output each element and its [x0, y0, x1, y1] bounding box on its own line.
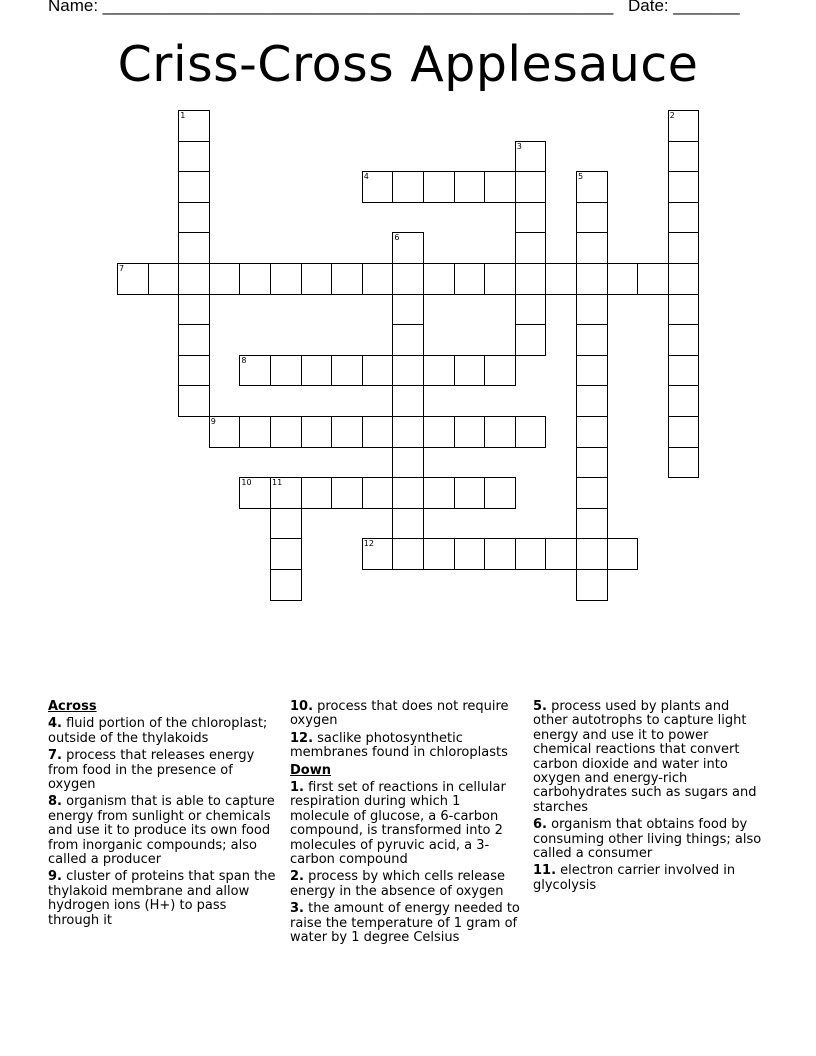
grid-cell[interactable] — [668, 263, 700, 295]
grid-cell[interactable] — [576, 416, 608, 448]
grid-cell[interactable] — [392, 477, 424, 509]
clue-down-2 — [290, 870, 522, 899]
clue-across-12 — [290, 732, 522, 761]
grid-cell[interactable] — [515, 294, 547, 326]
clue-across-8 — [48, 795, 280, 867]
grid-cell[interactable] — [301, 416, 333, 448]
grid-cell[interactable] — [576, 202, 608, 234]
puzzle-title: Criss-Cross Applesauce — [117, 36, 699, 93]
grid-cell[interactable] — [576, 171, 608, 203]
grid-cell[interactable] — [301, 263, 333, 295]
grid-cell[interactable] — [515, 202, 547, 234]
down-heading: Down — [290, 762, 331, 778]
grid-cell[interactable] — [545, 538, 577, 570]
grid-cell[interactable] — [423, 477, 455, 509]
grid-cell[interactable] — [545, 263, 577, 295]
grid-cell[interactable] — [668, 232, 700, 264]
clue-text: process that does not require oxygen — [290, 699, 509, 729]
grid-cell[interactable] — [423, 416, 455, 448]
cell-number: 2 — [669, 111, 675, 120]
grid-cell[interactable] — [484, 263, 516, 295]
grid-cell[interactable] — [423, 355, 455, 387]
grid-cell[interactable] — [362, 263, 394, 295]
cell-number: 5 — [578, 172, 584, 182]
grid-cell[interactable] — [576, 355, 608, 387]
clue-number: 2. — [290, 869, 304, 885]
cell-number: 4 — [363, 172, 369, 182]
grid-cell[interactable] — [576, 538, 608, 570]
across-heading: Across — [48, 699, 97, 714]
grid-cell[interactable] — [209, 416, 241, 448]
cell-number: 1 — [180, 111, 186, 120]
clue-down-3 — [290, 902, 522, 945]
grid-cell[interactable] — [392, 171, 424, 203]
grid-cell[interactable] — [576, 263, 608, 295]
clue-down-6 — [533, 818, 765, 861]
grid-cell[interactable] — [423, 171, 455, 203]
clue-text: first set of reactions in cellular respiration during which 1 molecule of glucose, a 6-carbon compound, is transformed into 2 molecules of pyruvic acid, a 3-carbon compound — [290, 780, 506, 868]
grid-cell[interactable] — [178, 110, 210, 142]
grid-cell[interactable] — [270, 416, 302, 448]
grid-cell[interactable] — [576, 294, 608, 326]
cell-number: 11 — [272, 478, 283, 488]
grid-cell[interactable] — [362, 355, 394, 387]
clues-column-3 — [533, 700, 765, 896]
grid-cell[interactable] — [239, 355, 271, 387]
cell-number: 9 — [210, 417, 216, 426]
grid-cell[interactable] — [454, 171, 486, 203]
grid-cell[interactable] — [178, 385, 210, 417]
clue-text: organism that obtains food by consuming other living things; also called a consumer — [533, 817, 762, 862]
grid-cell[interactable] — [576, 569, 608, 601]
clue-number: 4. — [48, 716, 62, 732]
clue-down-11 — [533, 864, 765, 893]
grid-cell[interactable] — [515, 263, 547, 295]
name-field[interactable]: Name: ______________________________________________________ — [48, 0, 614, 15]
grid-cell[interactable] — [668, 385, 700, 417]
grid-cell[interactable] — [668, 416, 700, 448]
clue-text: saclike photosynthetic membranes found in chloroplasts — [290, 730, 508, 761]
grid-cell[interactable] — [576, 385, 608, 417]
clue-text: electron carrier involved in glycolysis — [533, 863, 736, 893]
clue-across-9 — [48, 870, 280, 928]
grid-cell[interactable] — [576, 477, 608, 509]
clue-across-10 — [290, 700, 522, 729]
grid-cell[interactable] — [331, 355, 363, 387]
clue-number: 10. — [290, 699, 314, 714]
grid-cell[interactable] — [576, 232, 608, 264]
clue-number: 12. — [290, 730, 314, 746]
grid-cell[interactable] — [270, 538, 302, 570]
grid-cell[interactable] — [515, 171, 547, 203]
grid-cell[interactable] — [576, 447, 608, 479]
grid-cell[interactable] — [392, 232, 424, 264]
grid-cell[interactable] — [392, 294, 424, 326]
grid-cell[interactable] — [454, 263, 486, 295]
clue-text: fluid portion of the chloroplast; outside of the thylakoids — [48, 716, 268, 746]
grid-cell[interactable] — [515, 538, 547, 570]
grid-cell[interactable] — [668, 202, 700, 234]
grid-cell[interactable] — [576, 508, 608, 540]
clue-text: process that releases energy from food in the presence of oxygen — [48, 748, 255, 793]
grid-cell[interactable] — [515, 141, 547, 173]
grid-cell[interactable] — [515, 324, 547, 356]
clue-number: 5. — [533, 699, 547, 714]
clue-number: 11. — [533, 863, 557, 879]
cell-number: 8 — [241, 355, 247, 365]
grid-cell[interactable] — [331, 416, 363, 448]
grid-cell[interactable] — [239, 263, 271, 295]
cell-number: 3 — [516, 141, 522, 151]
clue-number: 8. — [48, 794, 62, 810]
grid-cell[interactable] — [209, 263, 241, 295]
grid-cell[interactable] — [392, 538, 424, 570]
grid-cell[interactable] — [178, 202, 210, 234]
grid-cell[interactable] — [270, 477, 302, 509]
clues-column-1 — [48, 700, 280, 931]
cell-number: 12 — [363, 539, 374, 549]
grid-cell[interactable] — [668, 447, 700, 479]
grid-cell[interactable] — [668, 171, 700, 203]
grid-cell[interactable] — [331, 477, 363, 509]
grid-cell[interactable] — [178, 263, 210, 295]
cell-number: 6 — [394, 233, 400, 243]
grid-cell[interactable] — [484, 171, 516, 203]
grid-cell[interactable] — [178, 141, 210, 173]
grid-cell[interactable] — [668, 355, 700, 387]
cell-number: 7 — [119, 264, 125, 273]
grid-cell[interactable] — [484, 416, 516, 448]
grid-cell[interactable] — [423, 263, 455, 295]
clue-across-4 — [48, 717, 280, 746]
grid-cell[interactable] — [239, 416, 271, 448]
grid-cell[interactable] — [362, 477, 394, 509]
grid-cell[interactable] — [178, 232, 210, 264]
grid-cell[interactable] — [515, 232, 547, 264]
grid-cell[interactable] — [301, 477, 333, 509]
grid-cell[interactable] — [607, 263, 639, 295]
grid-cell[interactable] — [392, 324, 424, 356]
grid-cell[interactable] — [270, 508, 302, 540]
grid-cell[interactable] — [392, 447, 424, 479]
clue-text: process used by plants and other autotrophs to capture light energy and use it to power chemical reactions that convert carbon dioxide and water into oxygen and energy-rich carbohydrates such as sugars and starches — [533, 699, 757, 815]
grid-cell[interactable] — [607, 538, 639, 570]
grid-cell[interactable] — [178, 355, 210, 387]
grid-cell[interactable] — [362, 538, 394, 570]
grid-cell[interactable] — [392, 263, 424, 295]
grid-cell[interactable] — [668, 324, 700, 356]
grid-cell[interactable] — [392, 508, 424, 540]
grid-cell[interactable] — [178, 171, 210, 203]
grid-cell[interactable] — [392, 416, 424, 448]
grid-cell[interactable] — [668, 294, 700, 326]
grid-cell[interactable] — [576, 324, 608, 356]
clue-text: organism that is able to capture energy from sunlight or chemicals and use it to produce its own food from inorganic compounds; also called a producer — [48, 794, 275, 868]
clue-number: 7. — [48, 748, 62, 764]
grid-cell[interactable] — [454, 477, 486, 509]
grid-cell[interactable] — [484, 477, 516, 509]
grid-cell[interactable] — [392, 385, 424, 417]
clue-number: 6. — [533, 817, 547, 833]
grid-cell[interactable] — [392, 355, 424, 387]
cell-number: 10 — [241, 478, 252, 488]
clue-text: process by which cells release energy in the absence of oxygen — [290, 869, 505, 899]
grid-cell[interactable] — [270, 263, 302, 295]
grid-cell[interactable] — [270, 569, 302, 601]
grid-cell[interactable] — [362, 416, 394, 448]
clue-number: 9. — [48, 869, 62, 885]
grid-cell[interactable] — [484, 355, 516, 387]
grid-cell[interactable] — [423, 538, 455, 570]
grid-cell[interactable] — [239, 477, 271, 509]
grid-cell[interactable] — [484, 538, 516, 570]
grid-cell[interactable] — [454, 355, 486, 387]
clue-down-5 — [533, 700, 765, 815]
clues-column-2 — [290, 700, 522, 949]
grid-cell[interactable] — [270, 355, 302, 387]
clue-number: 1. — [290, 780, 304, 796]
grid-cell[interactable] — [301, 355, 333, 387]
date-field[interactable]: Date: _______ — [628, 0, 740, 15]
grid-cell[interactable] — [637, 263, 669, 295]
clue-across-7 — [48, 749, 280, 792]
clue-number: 3. — [290, 901, 304, 917]
grid-cell[interactable] — [454, 538, 486, 570]
grid-cell[interactable] — [148, 263, 180, 295]
grid-cell[interactable] — [178, 324, 210, 356]
clue-down-1 — [290, 781, 522, 867]
grid-cell[interactable] — [117, 263, 149, 295]
grid-cell[interactable] — [362, 171, 394, 203]
clue-text: cluster of proteins that span the thylakoid membrane and allow hydrogen ions (H+) to pass through it — [48, 869, 276, 928]
grid-cell[interactable] — [331, 263, 363, 295]
grid-cell[interactable] — [178, 294, 210, 326]
grid-cell[interactable] — [668, 141, 700, 173]
grid-cell[interactable] — [515, 416, 547, 448]
grid-cell[interactable] — [454, 416, 486, 448]
clue-text: the amount of energy needed to raise the temperature of 1 gram of water by 1 degree Celsius — [290, 901, 520, 946]
grid-cell[interactable] — [668, 110, 700, 142]
